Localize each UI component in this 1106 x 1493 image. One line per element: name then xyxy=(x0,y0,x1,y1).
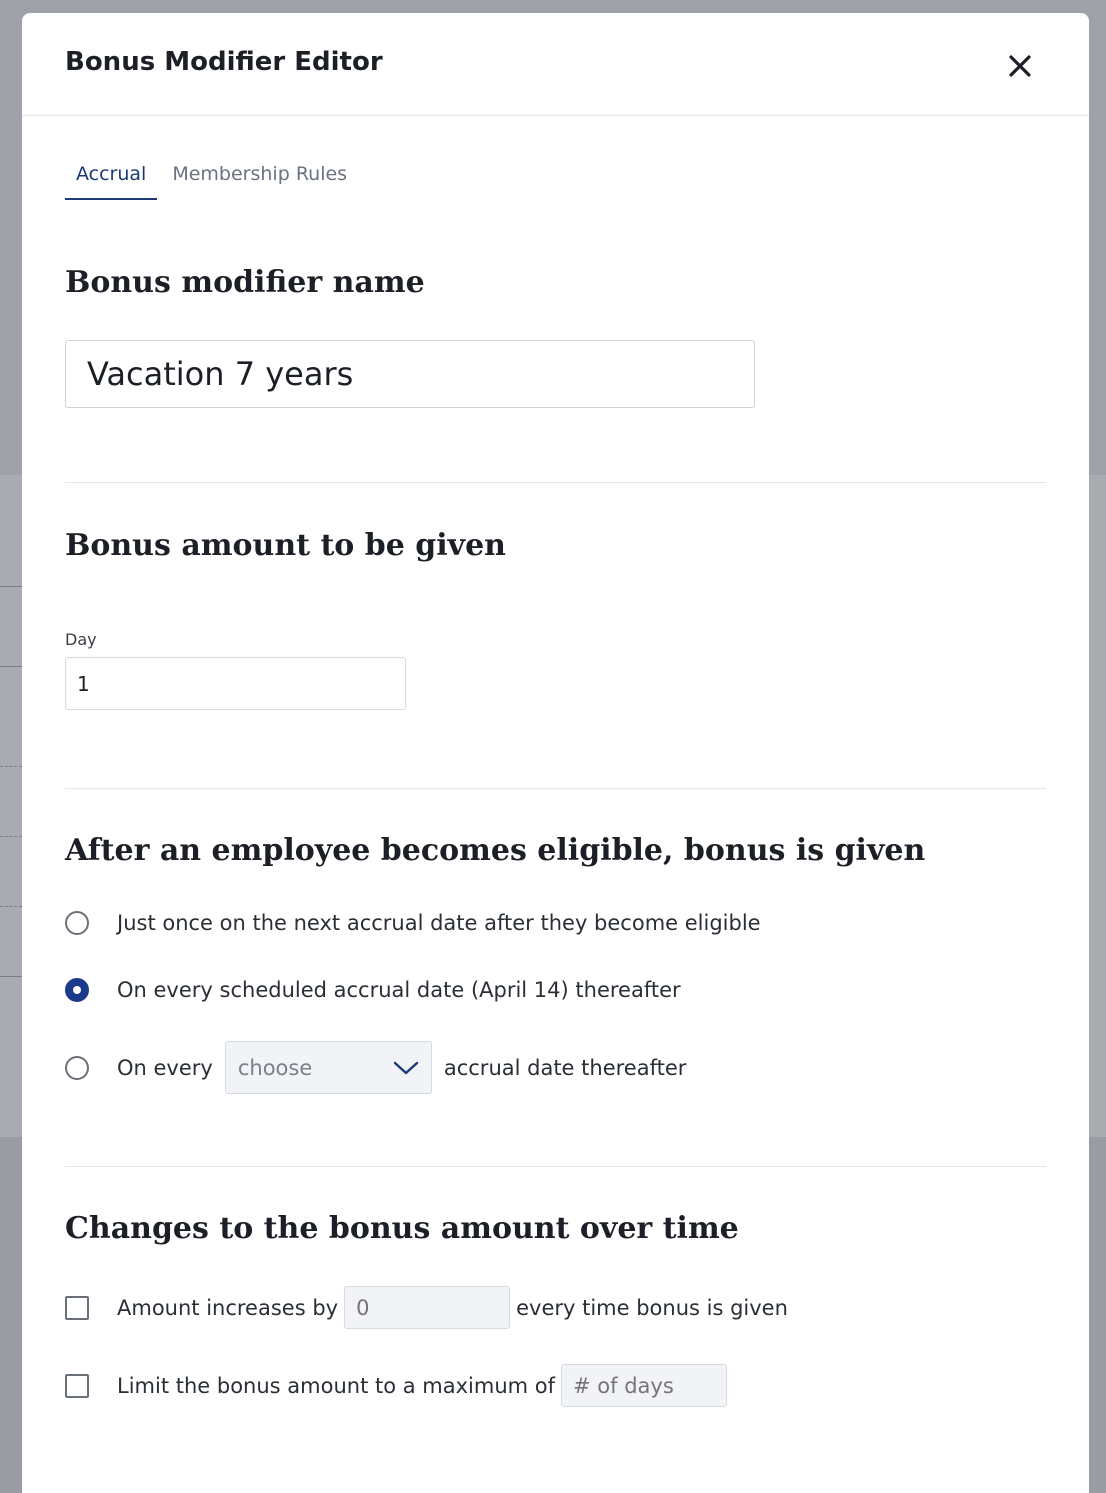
section-divider xyxy=(65,788,1046,789)
amount-section-title: Bonus amount to be given xyxy=(65,528,506,563)
interval-select[interactable] xyxy=(225,1041,432,1094)
changes-section-title: Changes to the bonus amount over time xyxy=(65,1211,739,1246)
amount-increase-suffix: every time bonus is given xyxy=(516,1295,788,1320)
amount-increase-prefix: Amount increases by xyxy=(117,1295,339,1320)
background-divider xyxy=(0,836,22,837)
radio-every-scheduled[interactable] xyxy=(65,978,89,1002)
limit-amount-prefix: Limit the bonus amount to a maximum of xyxy=(117,1373,556,1398)
close-icon xyxy=(1008,54,1032,78)
modal-title: Bonus Modifier Editor xyxy=(65,47,383,77)
background-divider xyxy=(0,766,22,767)
name-section-title: Bonus modifier name xyxy=(65,265,425,300)
option-every-scheduled-label: On every scheduled accrual date (April 14) thereafter xyxy=(117,978,681,1002)
checkbox-amount-increase[interactable] xyxy=(65,1296,89,1320)
custom-interval-prefix: On every xyxy=(117,1055,213,1080)
close-button[interactable] xyxy=(1000,49,1040,83)
frequency-section-title: After an employee becomes eligible, bonus is given xyxy=(65,833,926,868)
background-divider xyxy=(0,586,22,587)
tab-bar xyxy=(65,158,358,200)
interval-select-value: choose xyxy=(237,1055,313,1080)
option-once-label: Just once on the next accrual date after they become eligible xyxy=(117,911,761,935)
option-amount-increase[interactable] xyxy=(65,1286,788,1329)
tab-membership-rules[interactable]: Membership Rules xyxy=(172,163,348,185)
background-divider xyxy=(0,666,22,667)
bonus-name-input[interactable] xyxy=(65,340,755,408)
section-divider xyxy=(65,1166,1046,1167)
option-every-scheduled[interactable] xyxy=(65,978,681,1002)
option-once[interactable] xyxy=(65,911,761,935)
increase-amount-input[interactable] xyxy=(344,1286,510,1329)
background-divider xyxy=(0,976,22,977)
bonus-modifier-editor-modal xyxy=(22,13,1089,1493)
section-divider xyxy=(65,482,1046,483)
day-field-label: Day xyxy=(65,630,97,649)
max-days-input[interactable] xyxy=(561,1364,727,1407)
custom-interval-suffix: accrual date thereafter xyxy=(443,1055,687,1080)
tab-accrual[interactable]: Accrual xyxy=(65,158,157,200)
radio-custom-interval[interactable] xyxy=(65,1056,89,1080)
radio-once[interactable] xyxy=(65,911,89,935)
option-limit-amount[interactable] xyxy=(65,1364,733,1407)
bonus-amount-input[interactable] xyxy=(65,657,406,710)
modal-header xyxy=(22,13,1089,116)
chevron-down-icon xyxy=(393,1060,419,1076)
checkbox-limit-amount[interactable] xyxy=(65,1374,89,1398)
background-divider xyxy=(0,906,22,907)
option-custom-interval[interactable] xyxy=(65,1041,686,1094)
